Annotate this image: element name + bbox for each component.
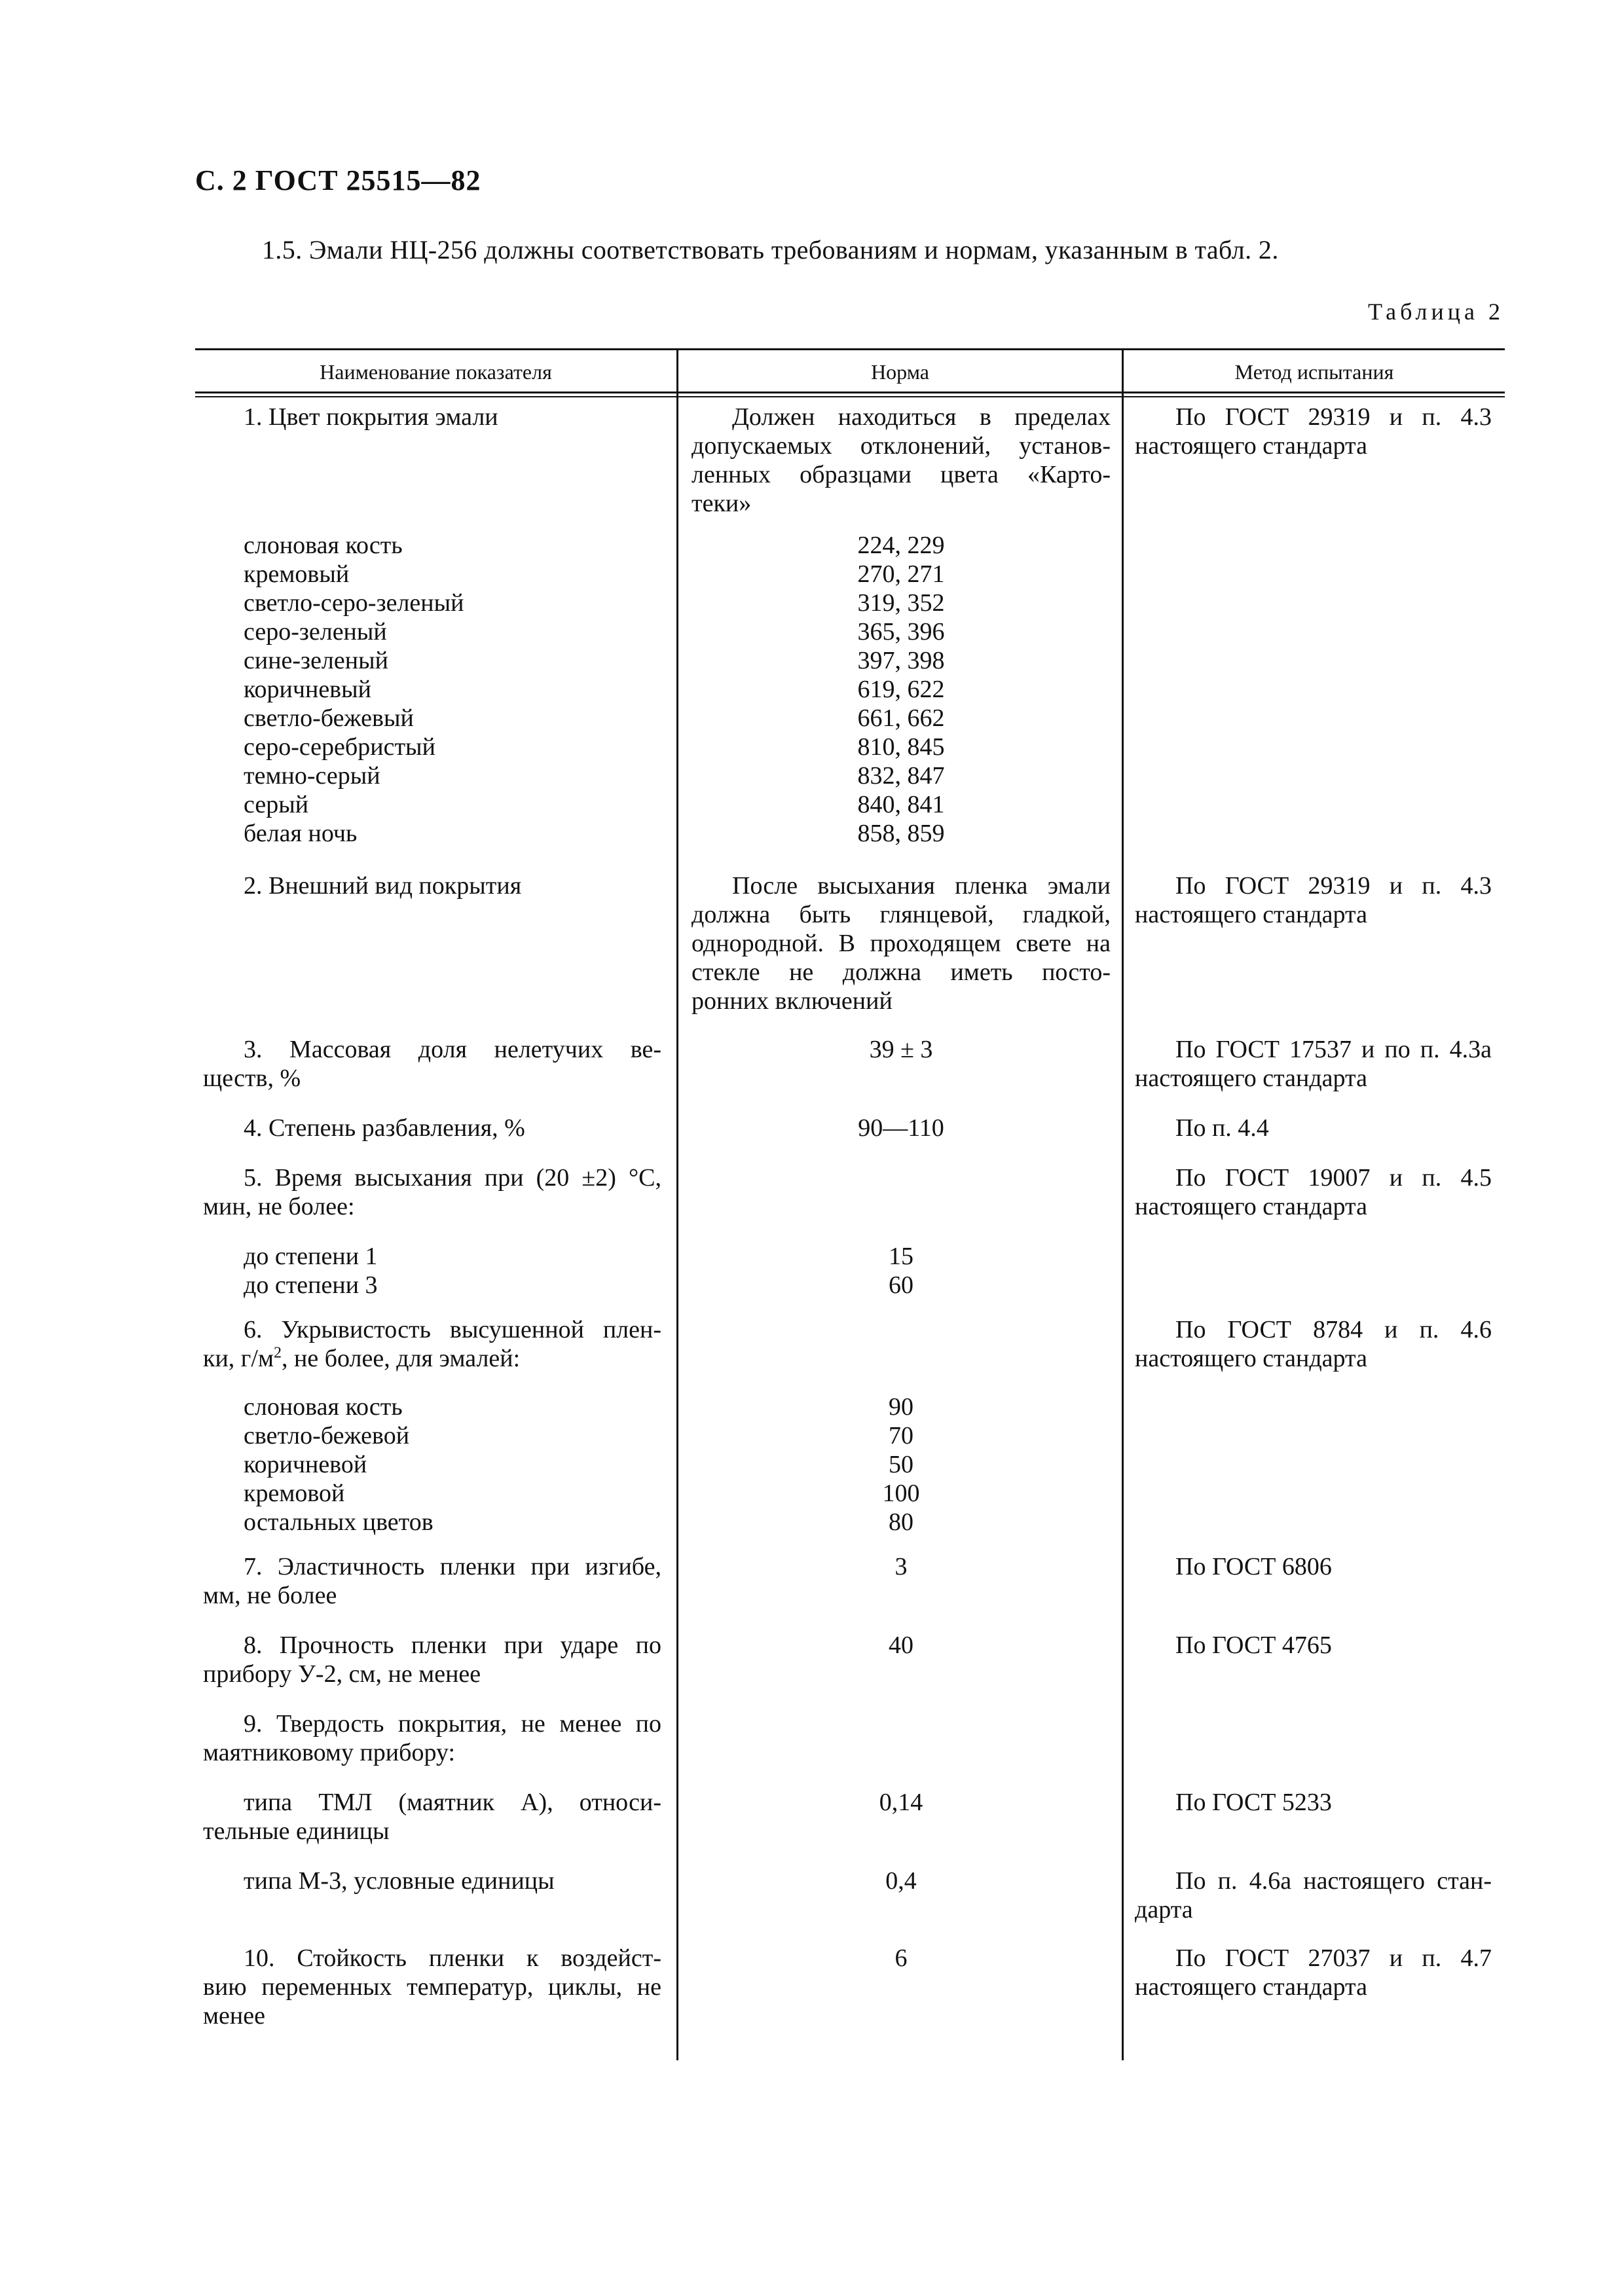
table-row [195, 1163, 1505, 1242]
table-row [195, 1867, 1505, 1944]
color-values: 224, 229 270, 271 319, 352 365, 396 397, 398 619, 622 661, 662 810, 845 832, 847 840, 841 858, 859 [857, 532, 945, 847]
table-body [195, 403, 1505, 2049]
column-header-method: Метод испытания [1234, 360, 1394, 384]
table-header [195, 350, 1505, 393]
indicator-name: 9. Твердость покрытия, не менее по маятниковому прибору: [203, 1710, 661, 1766]
method-text: По ГОСТ 29319 и п. 4.3 настоящего стандарта [1135, 872, 1492, 928]
indicator-name: 1. Цвет покрытия эмали [244, 403, 498, 431]
table-row [195, 1315, 1505, 1393]
method-text: По ГОСТ 5233 [1175, 1789, 1332, 1816]
norm-text: После высыхания пленка эмали должна быть глянцевой, гладкой, однородной. В проходящем свете на стекле не должна иметь посто- ронних включений [691, 872, 1111, 1015]
column-header-norm: Норма [871, 360, 929, 384]
method-text: По ГОСТ 8784 и п. 4.6 настоящего стандарта [1135, 1316, 1492, 1372]
method-text: По ГОСТ 17537 и по п. 4.3а настоящего стандарта [1135, 1036, 1492, 1092]
table-row [195, 1631, 1505, 1709]
norm-value: 3 [894, 1553, 908, 1580]
requirements-table [195, 348, 1505, 2060]
degree-list: до степени 1 до степени 3 [244, 1243, 378, 1299]
table-row [195, 871, 1505, 1035]
indicator-name: 2. Внешний вид покрытия [244, 872, 522, 900]
indicator-name: 8. Прочность пленки при ударе по прибору У-2, см, не менее [203, 1631, 661, 1688]
degree-values: 15 60 [889, 1243, 913, 1299]
table-row [195, 1709, 1505, 1788]
norm-value: 0,4 [885, 1867, 917, 1895]
color-list: слоновая кость кремовый светло-серо-зеленый серо-зеленый сине-зеленый коричневый светло-бежевый серо-серебристый темно-серый серый белая ночь [244, 532, 464, 847]
table-caption: Таблица 2 [1368, 299, 1504, 325]
method-text: По п. 4.6а настоящего стан- дарта [1135, 1867, 1492, 1923]
method-text: По ГОСТ 19007 и п. 4.5 настоящего стандарта [1135, 1164, 1492, 1220]
intro-paragraph: 1.5. Эмали НЦ-256 должны соответствовать требованиям и нормам, указанным в табл. 2. [262, 235, 1279, 264]
indicator-name: 5. Время высыхания при (20 ±2) °С, мин, не более: [203, 1164, 661, 1220]
table-row [195, 1242, 1505, 1315]
indicator-name: 3. Массовая доля нелетучих ве- ществ, % [203, 1036, 661, 1092]
table-row [195, 1552, 1505, 1631]
norm-value: 6 [894, 1944, 908, 1972]
page-header: С. 2 ГОСТ 25515—82 [195, 164, 481, 196]
table-row [195, 1944, 1505, 2049]
table-row [195, 531, 1505, 871]
method-text: По ГОСТ 4765 [1175, 1631, 1332, 1659]
indicator-sub-name: типа ТМЛ (маятник А), относи- тельные единицы [203, 1789, 661, 1845]
method-text: По п. 4.4 [1175, 1114, 1269, 1142]
indicator-name: 10. Стойкость пленки к воздейст- вию переменных температур, циклы, не менее [203, 1944, 661, 2030]
table-row [195, 1114, 1505, 1163]
table-row [195, 1035, 1505, 1114]
table-row [195, 1788, 1505, 1867]
method-text: По ГОСТ 27037 и п. 4.7 настоящего стандарта [1135, 1944, 1492, 2001]
method-text: По ГОСТ 29319 и п. 4.3 настоящего стандарта [1135, 403, 1492, 460]
norm-value: 39 ± 3 [869, 1036, 933, 1063]
indicator-name: 4. Степень разбавления, % [244, 1114, 525, 1142]
column-header-name: Наименование показателя [320, 360, 552, 384]
table-row [195, 403, 1505, 531]
indicator-name: 7. Эластичность пленки при изгибе, мм, не более [203, 1553, 661, 1609]
norm-text: Должен находиться в пределах допускаемых отклонений, установ- ленных образцами цвета «Карто- теки» [691, 403, 1111, 517]
method-text: По ГОСТ 6806 [1175, 1553, 1332, 1580]
norm-value: 90—110 [858, 1114, 944, 1142]
norm-value: 40 [889, 1631, 913, 1659]
table-row [195, 1393, 1505, 1552]
indicator-name: 6. Укрывистость высушенной плен- ки, $г/м^2$, не более, для эмалей: [203, 1316, 661, 1372]
enamel-values: 90 70 50 100 80 [882, 1393, 920, 1536]
norm-value: 0,14 [879, 1789, 923, 1816]
enamel-list: слоновая кость светло-бежевой коричневой кремовой остальных цветов [244, 1393, 433, 1536]
indicator-sub-name: типа М-3, условные единицы [244, 1867, 555, 1895]
